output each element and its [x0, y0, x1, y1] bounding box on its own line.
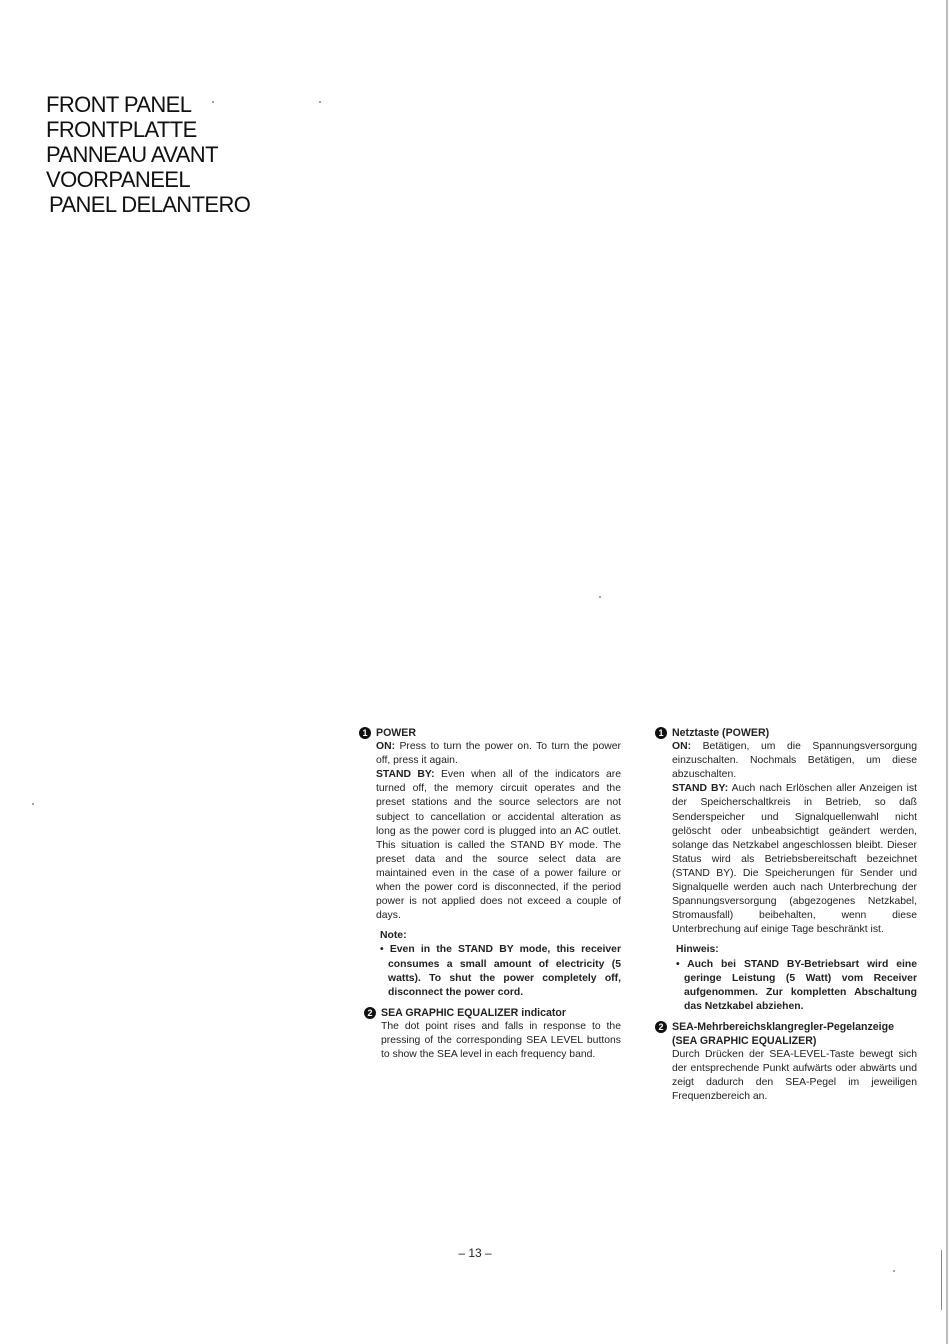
title-english: FRONT PANEL [46, 92, 192, 117]
hinweis-item: • Auch bei STAND BY-Betriebsart wird eine geringe Leistung (5 Watt) vom Receiver aufgenommen. Zur kompletten Abschaltung das Netzkabel abziehen. [676, 958, 917, 1012]
scan-speck [319, 101, 321, 103]
standby-text: Even when all of the indicators are turned off, the memory circuit operates and the preset stations and the source selectors are not subject to cancellation or accidental alteration as long as the power cord is plugged into an AC outlet. This situation is called the STAND BY mode. The preset data and the source select data are maintained even in the case of a power failure or when the power cord is disconnected, if the period power is not applied does not exceed a couple of days. [376, 769, 621, 922]
hinweis-text: Auch bei STAND BY-Betriebsart wird eine geringe Leistung (5 Watt) vom Receiver aufgenommen. Zur kompletten Abschaltung das Netzkabel abziehen. [684, 958, 917, 1012]
title-german: FRONTPLATTE [46, 117, 197, 142]
sea-pegel-title: SEA-Mehrbereichsklangregler-Pegelanzeige (SEA GRAPHIC EQUALIZER) [672, 1020, 894, 1047]
title-block [46, 92, 250, 217]
number-2-icon: 2 [655, 1021, 667, 1033]
sea-section [359, 1006, 621, 1062]
standby-label: STAND BY: [672, 783, 729, 795]
scan-speck [893, 1270, 895, 1272]
netztaste-title: Netztaste (POWER) [672, 727, 770, 739]
number-1-icon: 1 [359, 727, 371, 739]
netztaste-section [655, 726, 917, 1014]
title-dutch: VOORPANEEL [46, 167, 190, 192]
on-text: Press to turn the power on. To turn the power off, press it again. [376, 741, 621, 767]
scan-edge [941, 1250, 942, 1310]
scan-speck [212, 101, 214, 103]
sea-title: SEA GRAPHIC EQUALIZER indicator [381, 1006, 567, 1019]
power-title: POWER [376, 727, 417, 739]
sea-pegel-body: Durch Drücken der SEA-LEVEL-Taste bewegt sich der entsprechende Punkt aufwärts oder abwärts und zeigt dadurch den SEA-Pegel im jeweiligen Frequenzbereich an. [672, 1049, 917, 1103]
on-label: ON: [376, 741, 396, 753]
hinweis-title: Hinweis: [676, 944, 719, 956]
standby-text: Auch nach Erlöschen aller Anzeigen ist der Speicherschaltkreis in Betrieb, so daß Senderspeicher und Signalquellenwahl nicht gelöscht oder unbeabsichtigt geändert werden, solange das Netzkabel angeschlossen bleibt. Dieser Status wird als Betriebsbereitschaft bezeichnet (STAND BY). Die Speicherungen für Sender und Signalquelle werden auch nach Unterbrechung der Spannungsversorgung (abgezogenes Netzkabel, Stromausfall) beibehalten, wenn diese Unterbrechung auf einige Tage beschränkt ist. [672, 783, 917, 936]
on-label: ON: [672, 741, 692, 753]
power-body [359, 740, 621, 923]
number-2-icon: 2 [364, 1007, 376, 1019]
title-spanish: PANEL DELANTERO [49, 192, 251, 217]
english-column [359, 726, 621, 1062]
on-text: Betätigen, um die Spannungsversorgung einzuschalten. Nochmals Betätigen, um diese abzuschalten. [672, 741, 917, 781]
note-title: Note: [380, 930, 407, 942]
note-item: • Even in the STAND BY mode, this receiver consumes a small amount of electricity (5 watts). To shut the power completely off, disconnect the power cord. [380, 944, 621, 998]
note-text: Even in the STAND BY mode, this receiver consumes a small amount of electricity (5 watts). To shut the power completely off, disconnect the power cord. [388, 944, 621, 998]
standby-label: STAND BY: [376, 769, 435, 781]
page-number: – 13 – [458, 1246, 492, 1260]
number-1-icon: 1 [655, 727, 667, 739]
power-section [359, 726, 621, 1000]
sea-body: The dot point rises and falls in response to the pressing of the corresponding SEA LEVEL buttons to show the SEA level in each frequency band. [381, 1020, 621, 1061]
german-column [655, 726, 917, 1104]
scan-edge [946, 0, 948, 1344]
title-french: PANNEAU AVANT [46, 142, 218, 167]
sea-pegel-section [655, 1020, 917, 1105]
scan-speck [599, 596, 601, 598]
scan-speck [32, 803, 34, 805]
netztaste-body [655, 740, 917, 937]
